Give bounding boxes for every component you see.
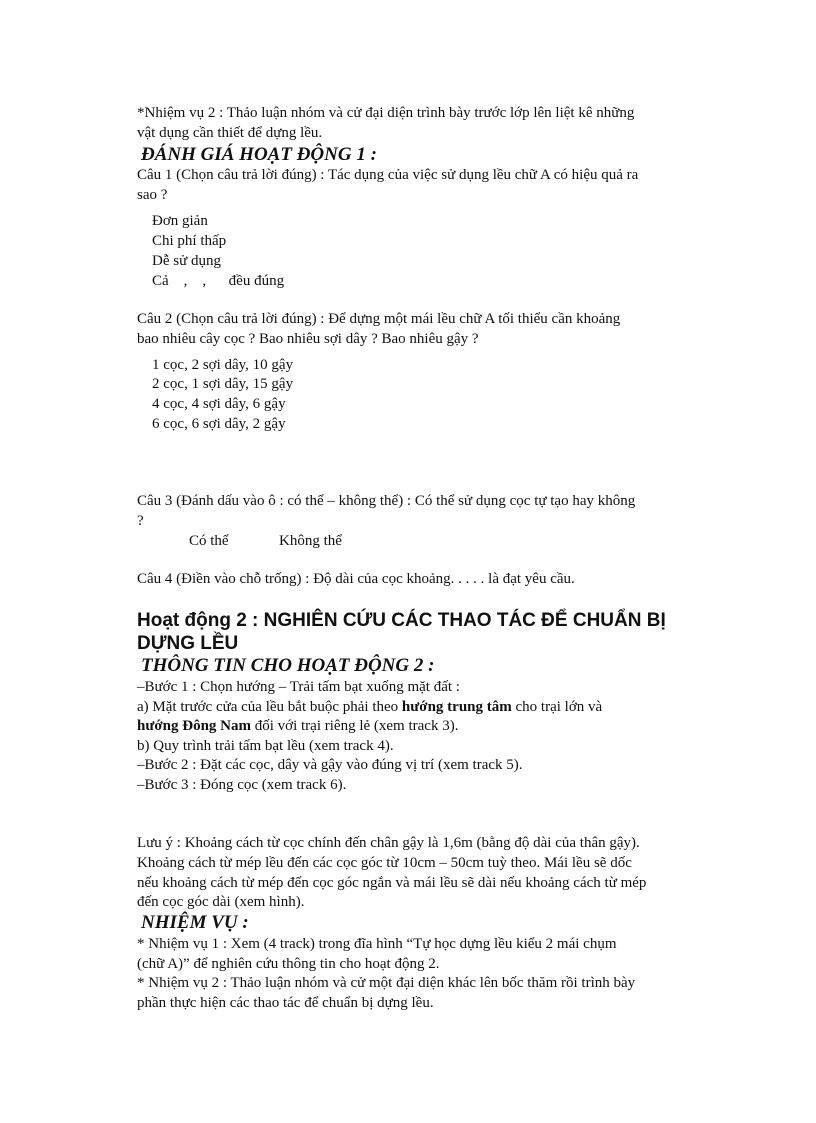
q4-line: Câu 4 (Điền vào chỗ trống) : Độ dài của cọc khoảng. . . . . là đạt yêu cầu. <box>137 571 575 587</box>
note-line: nếu khoảng cách từ mép đến cọc góc ngắn và mái lều sẽ dài nếu khoảng cách từ mép <box>137 875 647 891</box>
step-3: –Bước 3 : Đóng cọc (xem track 6). <box>137 777 347 793</box>
q1-option: Chi phí thấp <box>152 233 227 249</box>
q2-line-1: Câu 2 (Chọn câu trả lời đúng) : Để dựng một mái lều chữ A tối thiểu cần khoảng <box>137 311 621 327</box>
intro-line-1: *Nhiệm vụ 2 : Thảo luận nhóm và cử đại diện trình bày trước lớp lên liệt kê những <box>137 105 635 121</box>
step-1-a-emphasis: hướng trung tâm <box>401 699 512 715</box>
q3-line-1: Câu 3 (Đánh dấu vào ô : có thể – không thể) : Có thể sử dụng cọc tự tạo hay không <box>137 493 636 509</box>
step-1-a-text: a) Mặt trước cửa của lều bắt buộc phải theo <box>137 699 402 715</box>
note-line: đến cọc góc dài (xem hình). <box>137 894 305 910</box>
eval-heading: ĐÁNH GIÁ HOẠT ĐỘNG 1 : <box>141 144 377 165</box>
intro-line-2: vật dụng cần thiết để dựng lều. <box>137 125 323 141</box>
q1-option: Dễ sử dụng <box>152 253 221 269</box>
q3-option-no: Không thể <box>279 533 342 549</box>
task-line: phần thực hiện các thao tác để chuẩn bị dựng lều. <box>137 995 434 1011</box>
q1-line-2: sao ? <box>137 187 168 203</box>
q2-line-2: bao nhiêu cây cọc ? Bao nhiêu sợi dây ? Bao nhiêu gậy ? <box>137 331 479 347</box>
step-1: –Bước 1 : Chọn hướng – Trải tấm bạt xuống mặt đất : <box>137 679 460 695</box>
step-1-b: b) Quy trình trải tấm bạt lều (xem track 4). <box>137 738 394 754</box>
task-line: * Nhiệm vụ 2 : Thảo luận nhóm và cử một đại diện khác lên bốc thăm rồi trình bày <box>137 975 636 991</box>
q3-option-yes: Có thể <box>189 533 229 549</box>
q2-option: 6 cọc, 6 sợi dây, 2 gậy <box>152 416 286 432</box>
step-1-a-emphasis: hướng Đông Nam <box>137 718 251 734</box>
task-heading: NHIỆM VỤ : <box>141 912 249 933</box>
q2-option: 1 cọc, 2 sợi dây, 10 gậy <box>152 357 294 373</box>
q3-line-2: ? <box>137 513 144 529</box>
q2-option: 2 cọc, 1 sợi dây, 15 gậy <box>152 376 294 392</box>
note-line: Lưu ý : Khoảng cách từ cọc chính đến chân gậy là 1,6m (bằng độ dài của thân gậy). <box>137 835 640 851</box>
q2-option: 4 cọc, 4 sợi dây, 6 gậy <box>152 396 286 412</box>
step-1-a-text: cho trại lớn và <box>511 699 603 715</box>
q1-line-1: Câu 1 (Chọn câu trả lời đúng) : Tác dụng của việc sử dụng lều chữ A có hiệu quả ra <box>137 167 639 183</box>
task-line: (chữ A)” để nghiên cứu thông tin cho hoạt động 2. <box>137 956 440 972</box>
step-1-a-text: đối với trại riêng lẻ (xem track 3). <box>251 718 459 734</box>
note-line: Khoảng cách từ mép lều đến các cọc góc từ 10cm – 50cm tuỳ theo. Mái lều sẽ dốc <box>137 855 632 871</box>
info-heading: THÔNG TIN CHO HOẠT ĐỘNG 2 : <box>141 655 435 676</box>
activity2-title-line-1: Hoạt động 2 : NGHIÊN CỨU CÁC THAO TÁC ĐỂ CHUẨN BỊ <box>137 610 666 631</box>
q1-option: Cả , , đều đúng <box>152 273 285 289</box>
activity2-title-line-2: DỰNG LỀU <box>137 633 239 654</box>
task-line: * Nhiệm vụ 1 : Xem (4 track) trong đĩa hình “Tự học dựng lều kiểu 2 mái chụm <box>137 936 617 952</box>
step-2: –Bước 2 : Đặt các cọc, dây và gậy vào đúng vị trí (xem track 5). <box>137 757 523 773</box>
q1-option: Đơn giản <box>152 213 208 229</box>
step-1-a-line-2 <box>137 716 458 736</box>
step-1-a-line-1 <box>137 697 602 717</box>
